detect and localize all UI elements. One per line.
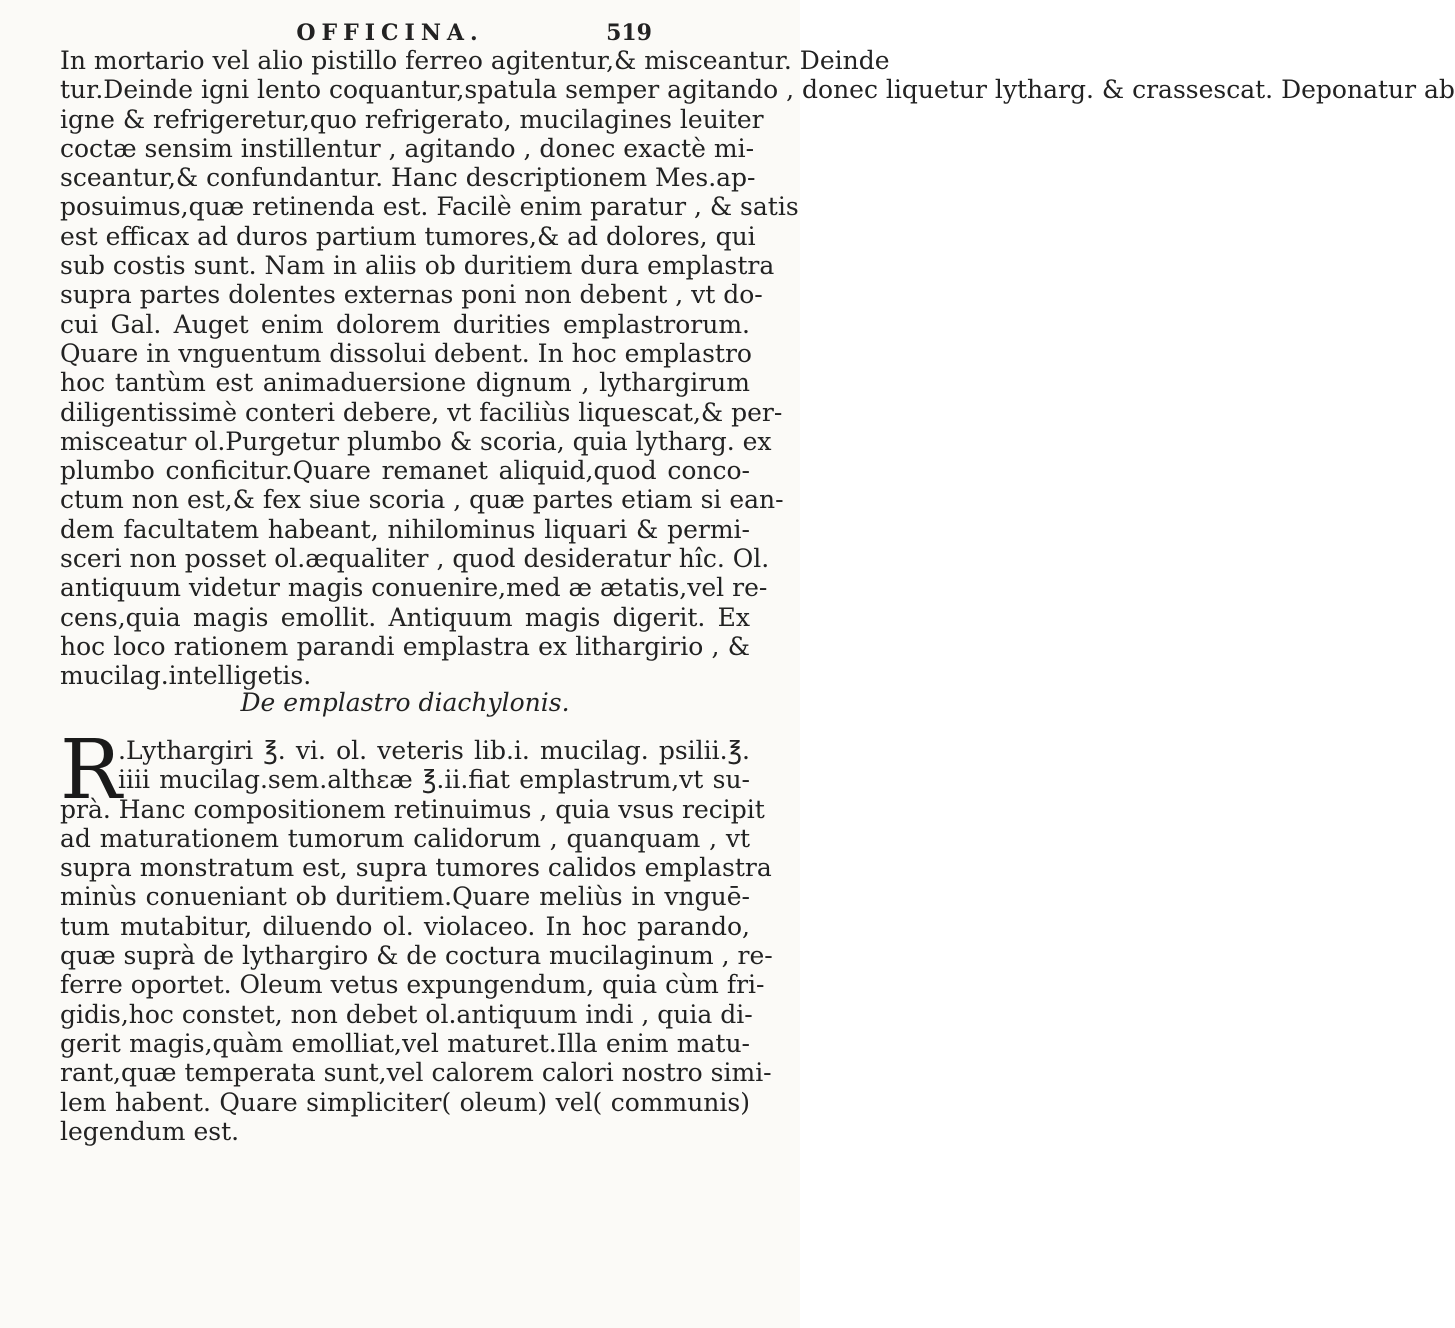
first-passage xyxy=(60,46,1455,691)
text-line: ferre oportet. Oleum vetus expungendum, quia cùm fri- xyxy=(60,970,765,1000)
text-line: ad maturationem tumorum calidorum , quanquam , vt xyxy=(60,823,750,853)
drop-cap: R xyxy=(60,723,122,818)
text-line: lem habent. Quare simpliciter( oleum) vel( communis) xyxy=(60,1087,750,1117)
running-head-title: OFFICINA. xyxy=(296,20,484,46)
text-line: coctæ sensim instillentur , agitando , donec exactè mi- xyxy=(60,133,755,163)
text-line: iiii mucilag.sem.althεæ ℥.ii.fiat emplastrum,vt su- xyxy=(118,765,750,795)
text-line: cui Gal. Auget enim dolorem durities emplastrorum. xyxy=(60,309,750,339)
text-line: misceatur ol.Purgetur plumbo & scoria, quia lytharg. ex xyxy=(60,426,772,456)
text-line: gerit magis,quàm emolliat,vel maturet.Illa enim matu- xyxy=(60,1028,750,1058)
text-line: minùs conueniant ob duritiem.Quare meliùs in vnguē- xyxy=(60,882,750,912)
text-line: prà. Hanc compositionem retinuimus , quia vsus recipit xyxy=(60,794,765,824)
text-line: plumbo conficitur.Quare remanet aliquid,quod conco- xyxy=(60,456,750,486)
section-heading: De emplastro diachylonis. xyxy=(240,688,570,717)
page-number: 519 xyxy=(606,20,652,46)
text-line: legendum est. xyxy=(60,1116,240,1146)
text-line: .Lythargiri ℥. vi. ol. veteris lib.i. mucilag. psilii.℥. xyxy=(118,736,750,765)
text-line: ctum non est,& fex siue scoria , quæ partes etiam si ean- xyxy=(60,485,784,515)
text-line: sceri non posset ol.æqualiter , quod desideratur hîc. Ol. xyxy=(60,544,770,574)
text-line: hoc tantùm est animaduersione dignum , lythargirum xyxy=(60,368,750,398)
text-line: sub costis sunt. Nam in aliis ob duritiem dura emplastra xyxy=(60,251,775,281)
text-line: igne & refrigeretur,quo refrigerato, mucilagines leuiter xyxy=(60,104,764,134)
text-line: supra monstratum est, supra tumores calidos emplastra xyxy=(60,853,772,883)
text-line: In mortario vel alio pistillo ferreo agitentur,& misceantur. Deinde xyxy=(60,46,890,75)
text-line: posuimus,quæ retinenda est. Facilè enim paratur , & satis xyxy=(60,192,799,222)
text-line: tum mutabitur, diluendo ol. violaceo. In hoc parando, xyxy=(60,911,750,941)
text-line: tur.Deinde igni lento coquantur,spatula semper agitando , donec liquetur lytharg. & crassescat. Deponatur ab xyxy=(60,75,1455,105)
text-line: supra partes dolentes externas poni non debent , vt do- xyxy=(60,280,763,310)
text-line: mucilag.intelligetis. xyxy=(60,661,312,691)
recipe-passage xyxy=(60,723,773,1146)
text-line: cens,quia magis emollit. Antiquum magis digerit. Ex xyxy=(60,602,750,632)
text-line: quæ suprà de lythargiro & de coctura mucilaginum , re- xyxy=(60,941,773,971)
text-line: rant,quæ temperata sunt,vel calorem calori nostro simi- xyxy=(60,1058,772,1088)
text-line: Quare in vnguentum dissolui debent. In hoc emplastro xyxy=(60,338,752,368)
text-line: antiquum videtur magis conuenire,med æ ætatis,vel re- xyxy=(60,573,768,603)
text-line: sceantur,& confundantur. Hanc descriptionem Mes.ap- xyxy=(60,163,756,193)
text-line: gidis,hoc constet, non debet ol.antiquum indi , quia di- xyxy=(60,999,753,1029)
text-line: hoc loco rationem parandi emplastra ex lithargirio , & xyxy=(60,631,750,661)
text-line: diligentissimè conteri debere, vt faciliùs liquescat,& per- xyxy=(60,397,783,427)
text-line: dem facultatem habeant, nihilominus liquari & permi- xyxy=(60,514,750,544)
text-line: est efficax ad duros partium tumores,& ad dolores, qui xyxy=(60,221,756,251)
